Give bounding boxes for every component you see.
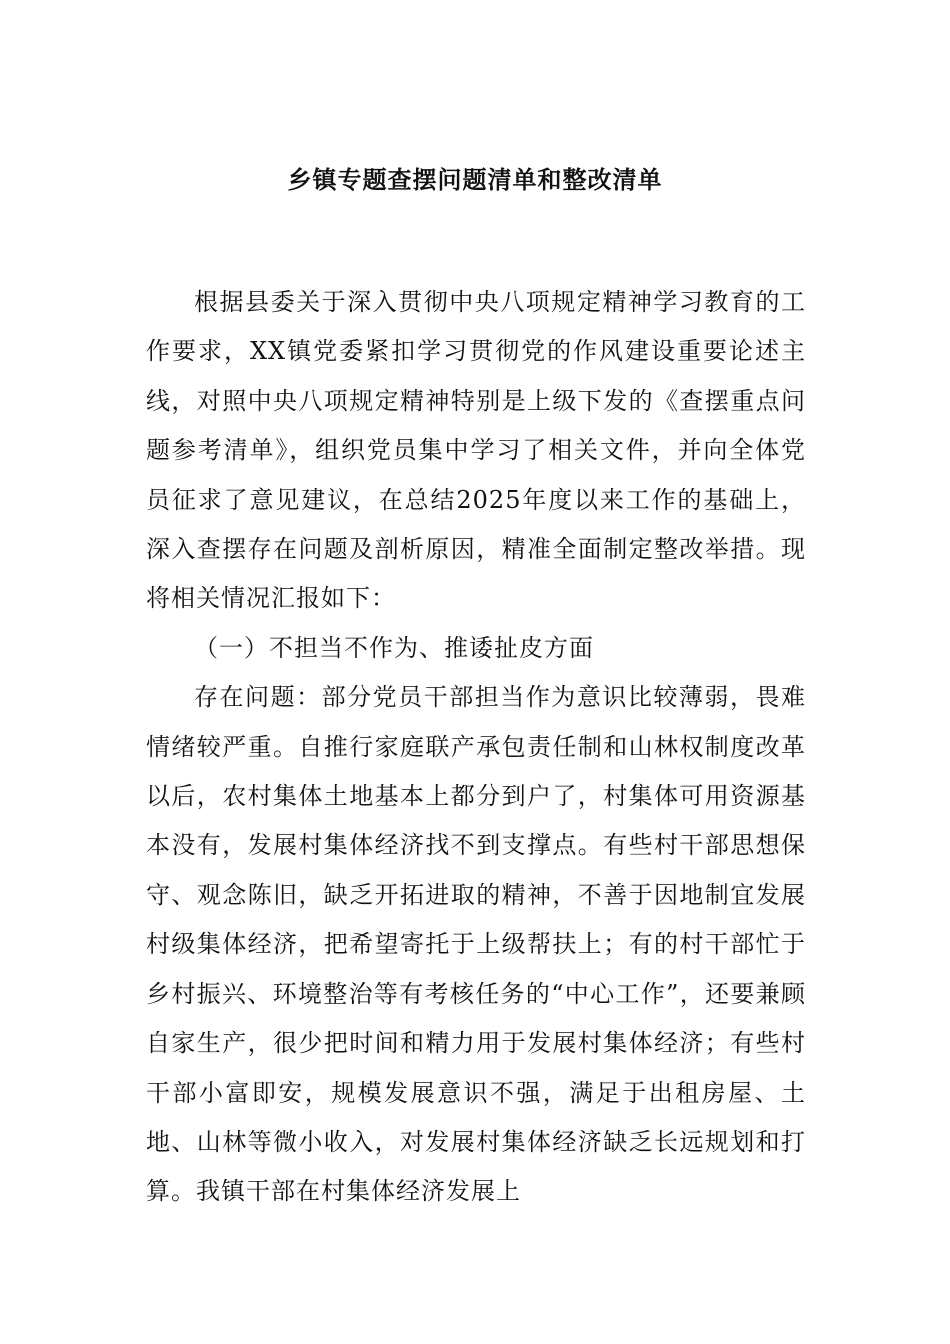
section-heading: （一）不担当不作为、推诿扯皮方面 [194, 633, 594, 662]
document-body [146, 278, 806, 1217]
problems-paragraph: 存在问题：部分党员干部担当作为意识比较薄弱，畏难情绪较严重。自推行家庭联产承包责任制和山林权制度改革以后，农村集体土地基本上都分到户了，村集体可用资源基本没有，发展村集体经济找不到支撑点。有些村干部思想保守、观念陈旧，缺乏开拓进取的精神，不善于因地制宜发展村级集体经济，把希望寄托于上级帮扶上；有的村干部忙于乡村振兴、环境整治等有考核任务的“中心工作”，还要兼顾自家生产，很少把时间和精力用于发展村集体经济；有些村干部小富即安，规模发展意识不强，满足于出租房屋、土地、山林等微小收入，对发展村集体经济缺乏长远规划和打算。我镇干部在村集体经济发展上 [146, 683, 806, 1206]
intro-paragraph: 根据县委关于深入贯彻中央八项规定精神学习教育的工作要求，XX镇党委紧扣学习贯彻党的作风建设重要论述主线，对照中央八项规定精神特别是上级下发的《查摆重点问题参考清单》，组织党员集中学习了相关文件，并向全体党员征求了意见建议，在总结2025年度以来工作的基础上，深入查摆存在问题及剖析原因，精准全面制定整改举措。现将相关情况汇报如下： [146, 288, 806, 613]
document-title: 乡镇专题查摆问题清单和整改清单 [287, 165, 663, 194]
